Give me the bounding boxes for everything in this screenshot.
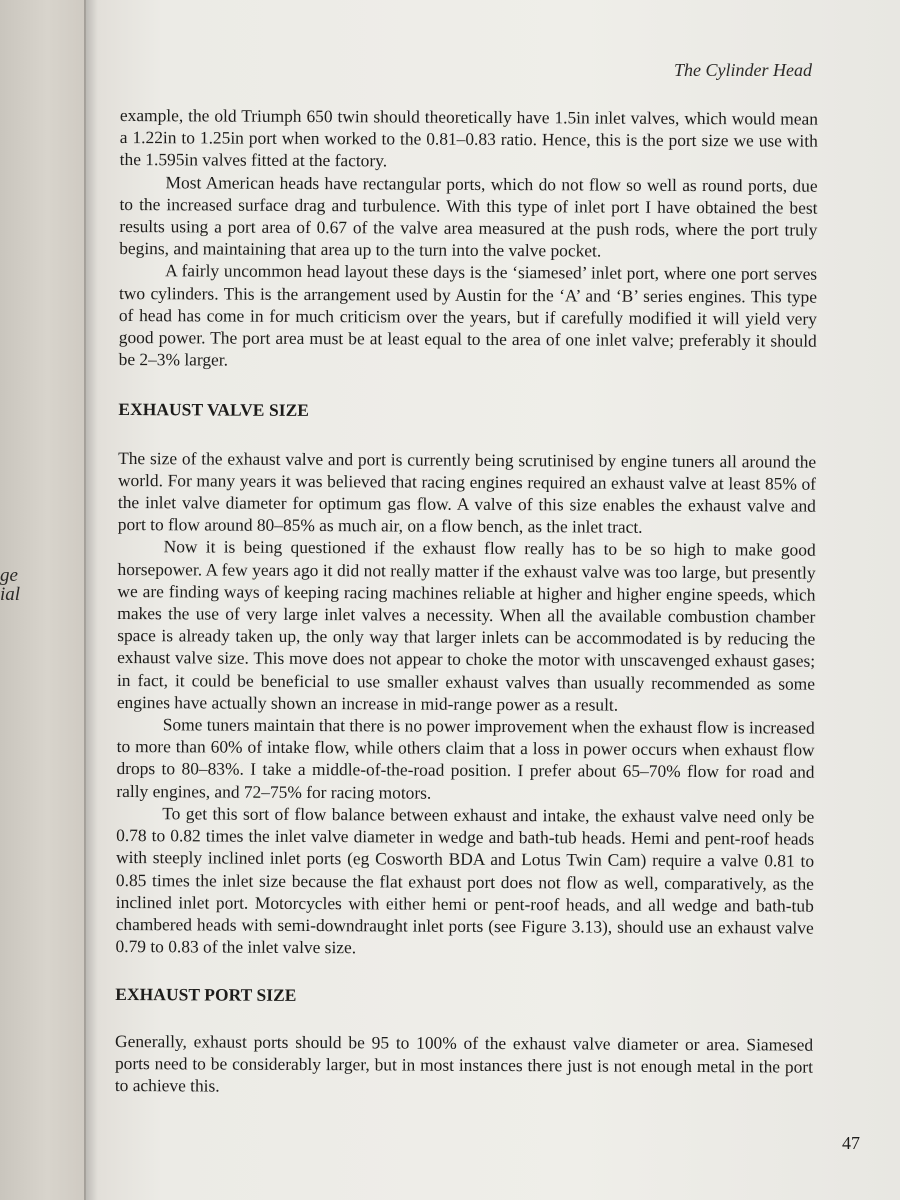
- paragraph: To get this sort of flow balance between exhaust and intake, the exhaust valve need only be 0.78 to 0.82 times the inlet valve diameter in wedge and bath-tub heads. Hemi and pent-roof heads with steeply inclined inlet ports (eg Cosworth BDA and Lotus Twin Cam) require a valve 0.81 to 0.85 times the inlet size because the flat exhaust port does not flow as well, comparatively, as the inclined inlet port. Motorcycles with either hemi or pent-roof heads, and all wedge and bath-tub chambered heads with semi-downdraught inlet ports (see Figure 3.13), should use an exhaust valve 0.79 to 0.83 of the inlet valve size.: [115, 803, 815, 958]
- page-number: 47: [842, 1133, 860, 1153]
- page-body: [115, 104, 818, 1100]
- section-heading-exhaust-valve-size: EXHAUST VALVE SIZE: [118, 399, 310, 421]
- paragraph: example, the old Triumph 650 twin should theoretically have 1.5in inlet valves, which would mean a 1.22in to 1.25in port when worked to the 0.81–0.83 ratio. Hence, this is the port size we use with the 1.595in valves fitted at the factory.: [119, 104, 818, 171]
- previous-page: [0, 0, 86, 1200]
- previous-page-line: ial: [0, 584, 21, 605]
- paragraph: Some tuners maintain that there is no power improvement when the exhaust flow is increased to more than 60% of intake flow, while others claim that a loss in power occurs when exhaust flow drops to 80–83%. I take a middle-of-the-road position. I prefer about 65–70% flow for road and rally engines, and 72–75% for racing motors.: [116, 714, 815, 803]
- section-heading-exhaust-port-size: EXHAUST PORT SIZE: [115, 984, 297, 1006]
- running-head: The Cylinder Head: [674, 60, 812, 80]
- previous-page-line: ge: [0, 565, 18, 586]
- previous-page-text: [0, 566, 20, 604]
- paragraph: Now it is being questioned if the exhaust flow really has to be so high to make good horsepower. A few years ago it did not really matter if the exhaust valve was too large, but presently we are finding ways of keeping racing machines reliable at higher and higher engine speeds, which makes the use of very large inlet valves a necessity. When all the available combustion chamber space is already taken up, the only way that larger inlets can be accommodated is by reducing the exhaust valve size. This move does not appear to choke the motor with unscavenged exhaust gases; in fact, it could be beneficial to use smaller exhaust valves than usually recommended as some engines have actually shown an increase in mid-range power as a result.: [116, 536, 816, 715]
- paragraph: Most American heads have rectangular ports, which do not flow so well as round ports, due to the increased surface drag and turbulence. With this type of inlet port I have obtained the best results using a port area of 0.67 of the valve area measured at the push rods, where the port truly begins, and maintaining that area up to the turn into the valve pocket.: [119, 171, 818, 261]
- paragraph: The size of the exhaust valve and port is currently being scrutinised by engine tuners all around the world. For many years it was believed that racing engines required an exhaust valve at least 85% of the inlet valve diameter for optimum gas flow. A valve of this size enables the exhaust valve and port to flow around 80–85% as much air, on a flow bench, as the inlet tract.: [117, 447, 817, 537]
- paragraph: Generally, exhaust ports should be 95 to 100% of the exhaust valve diameter or area. Siamesed ports need to be considerably larger, but in most instances there just is not enough metal in the port to achieve this.: [114, 1030, 814, 1096]
- paragraph: A fairly uncommon head layout these days is the ‘siamesed’ inlet port, where one port serves two cylinders. This is the arrangement used by Austin for the ‘A’ and ‘B’ series engines. This type of head has come in for much criticism over the years, but if carefully modified it will yield very good power. The port area must be at least equal to the area of one inlet valve; preferably it should be 2–3% larger.: [118, 260, 818, 370]
